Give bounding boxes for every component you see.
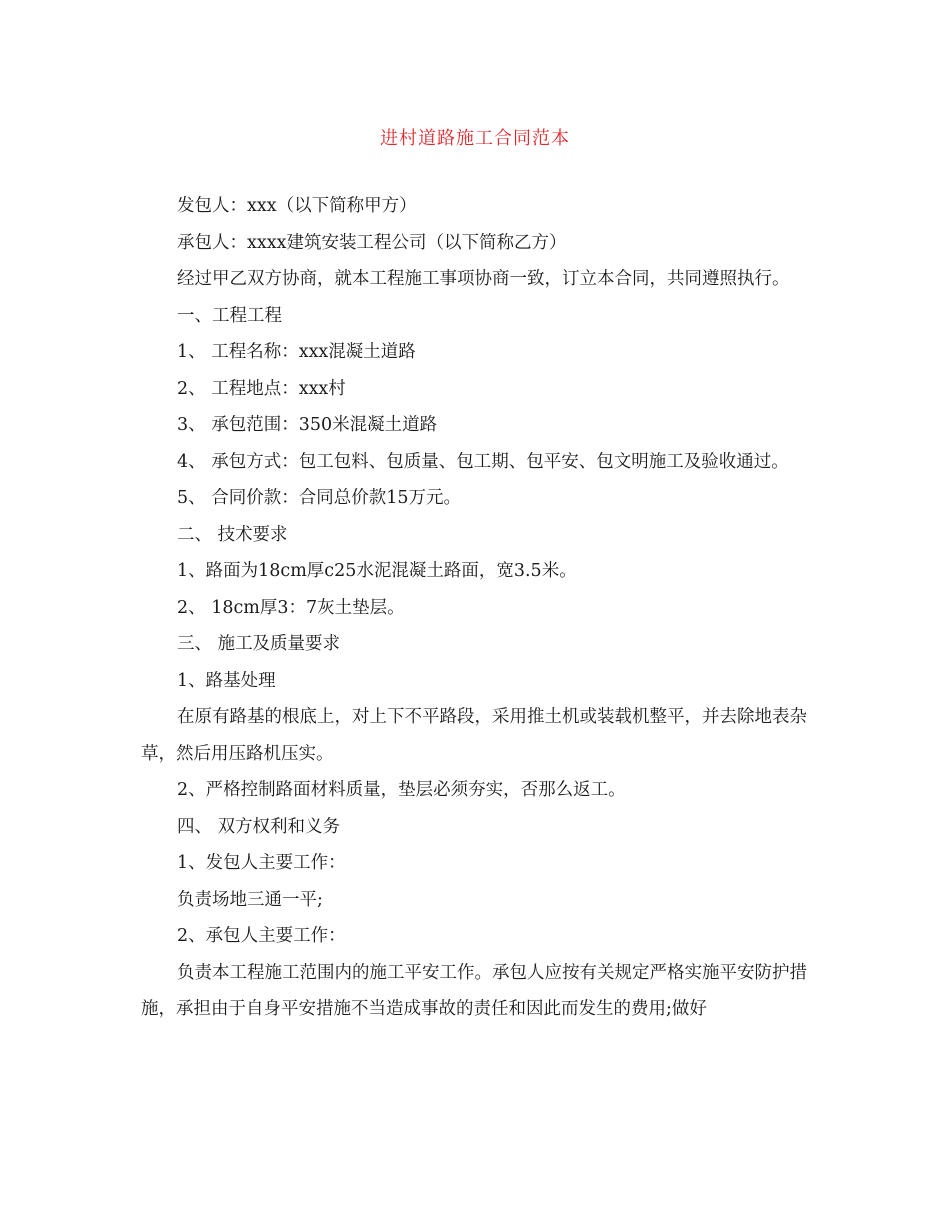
paragraph-safety: 负责本工程施工范围内的施工平安工作。承包人应按有关规定严格实施平安防护措施，承担由于自身平安措施不当造成事故的责任和因此而发生的费用;做好	[141, 962, 807, 1019]
paragraph-site-prep: 负责场地三通一平;	[177, 889, 323, 910]
paragraph-subgrade-detail: 在原有路基的根底上，对上下不平路段，采用推土机或装载机整平，并去除地表杂草，然后用压路机压实。	[141, 707, 807, 764]
paragraph-subgrade: 1、路基处理	[177, 670, 276, 691]
paragraph-contractor-duties: 2、承包人主要工作：	[177, 926, 346, 946]
paragraph-employer-duties: 1、发包人主要工作：	[177, 853, 346, 873]
paragraph-pavement: 1、路面为18cm厚c25水泥混凝土路面，宽3.5米。	[177, 561, 577, 581]
section-heading-rights: 四、 双方权利和义务	[177, 816, 341, 837]
paragraph-contractor: 承包人：xxxx建筑安装工程公司（以下简称乙方）	[177, 232, 567, 253]
section-heading-construction: 三、 施工及质量要求	[177, 634, 341, 654]
paragraph-material-control: 2、严格控制路面材料质量，垫层必须夯实，否那么返工。	[177, 780, 626, 800]
document-body	[141, 188, 811, 1028]
paragraph-contract-price: 5、 合同价款：合同总价款15万元。	[177, 488, 461, 508]
paragraph-cushion: 2、 18cm厚3：7灰土垫层。	[177, 597, 405, 618]
paragraph-employer: 发包人：xxx（以下简称甲方）	[177, 196, 417, 216]
paragraph-contract-method: 4、 承包方式：包工包料、包质量、包工期、包平安、包文明施工及验收通过。	[177, 451, 789, 472]
document-title: 进村道路施工合同范本	[380, 128, 570, 149]
paragraph-project-name: 1、 工程名称：xxx混凝土道路	[177, 342, 416, 362]
section-heading-technical: 二、 技术要求	[177, 524, 288, 545]
paragraph-project-location: 2、 工程地点：xxx村	[177, 378, 346, 399]
paragraph-agreement: 经过甲乙双方协商，就本工程施工事项协商一致，订立本合同，共同遵照执行。	[177, 269, 790, 289]
section-heading-project: 一、工程工程	[177, 305, 282, 326]
paragraph-scope: 3、 承包范围：350米混凝土道路	[177, 415, 438, 435]
